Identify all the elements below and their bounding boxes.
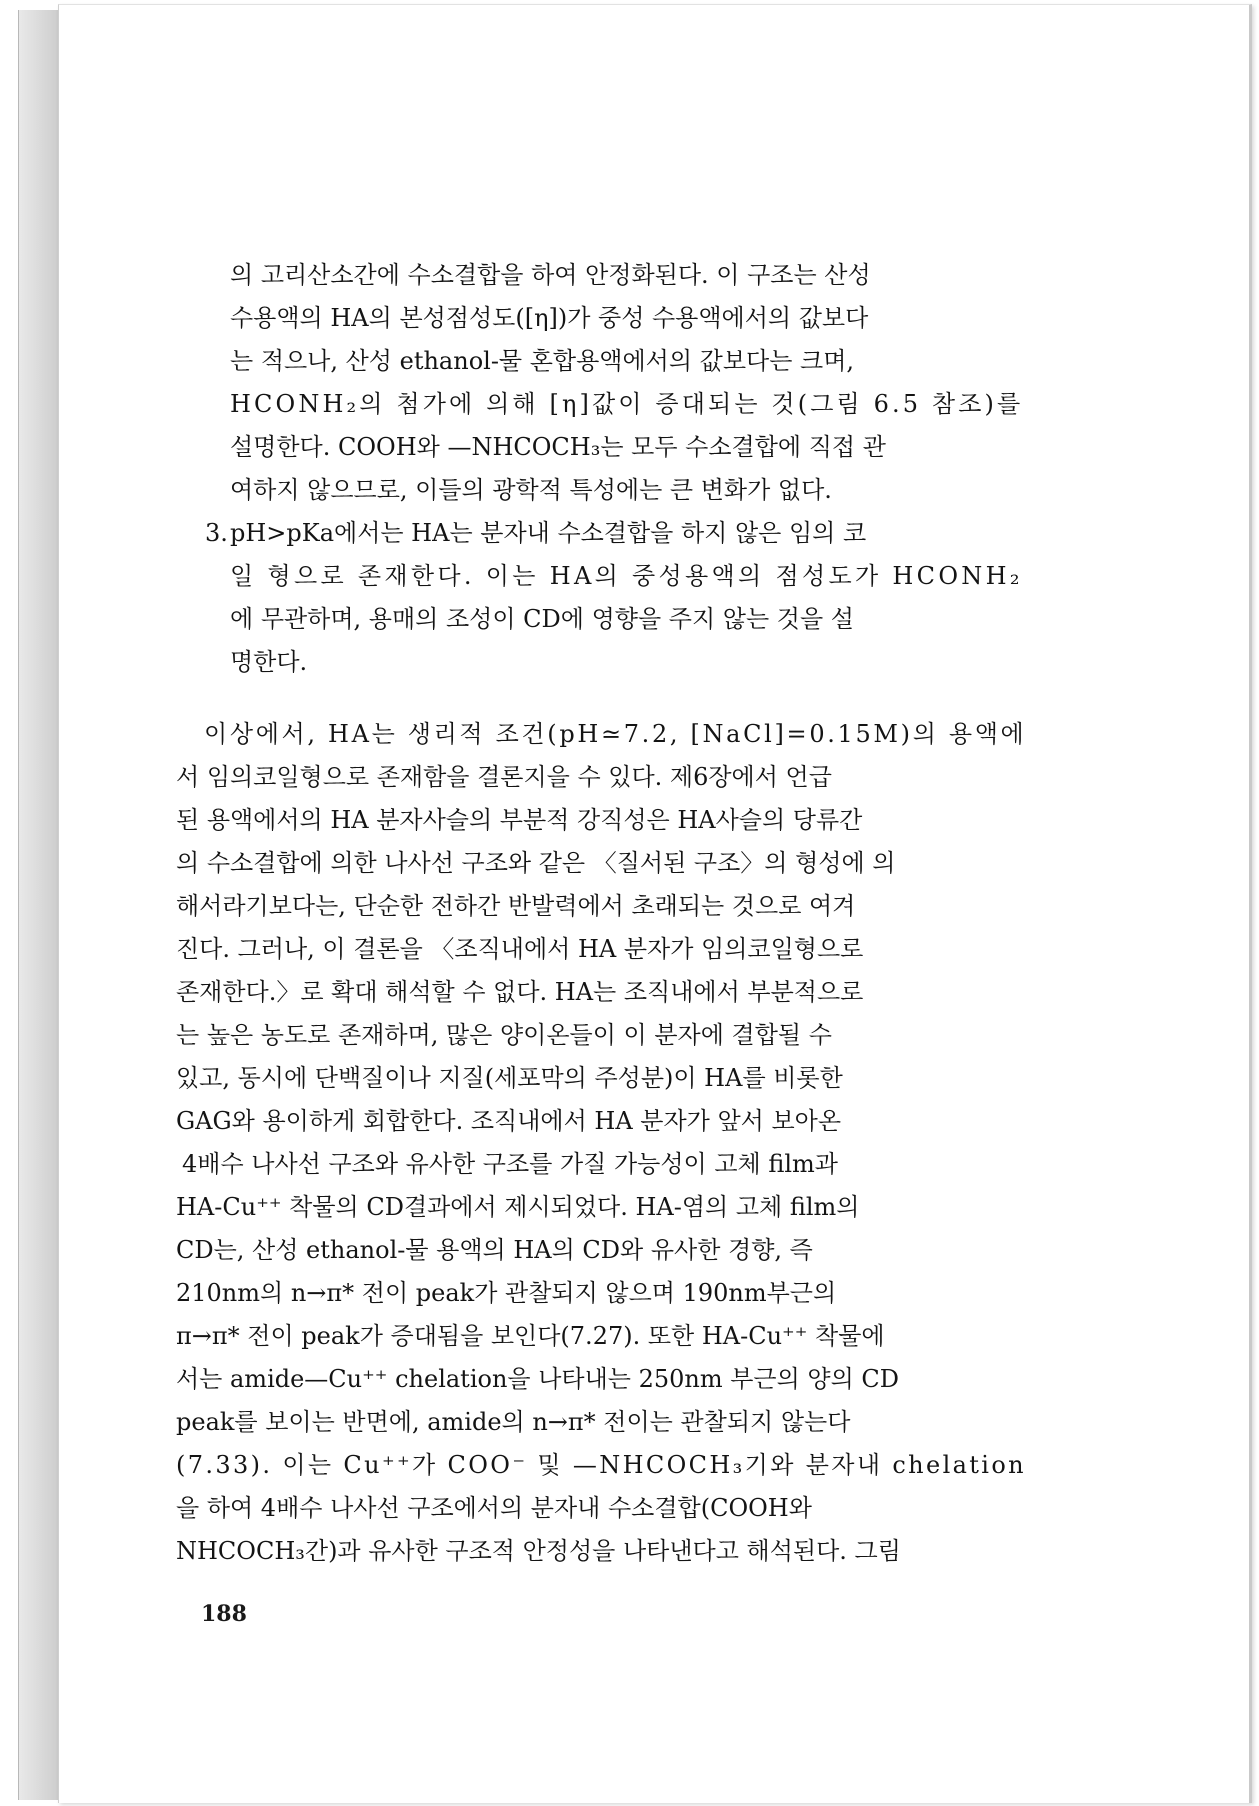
text-line: 이상에서, HA는 생리적 조건(pH≃7.2, [NaCl]=0.15M)의 용액에 <box>204 720 1027 748</box>
text-line: 서 임의코일형으로 존재함을 결론지을 수 있다. 제6장에서 언급 <box>176 763 832 791</box>
text-line: 의 고리산소간에 수소결합을 하여 안정화된다. 이 구조는 산성 <box>230 261 871 289</box>
text-line: GAG와 용이하게 회합한다. 조직내에서 HA 분자가 앞서 보아온 <box>176 1107 842 1135</box>
text-line: CD는, 산성 ethanol-물 용액의 HA의 CD와 유사한 경향, 즉 <box>176 1236 813 1264</box>
text-line: 서는 amide—Cu⁺⁺ chelation을 나타내는 250nm 부근의 양의 CD <box>176 1365 900 1393</box>
text-line: peak를 보이는 반면에, amide의 n→π* 전이는 관찰되지 않는다 <box>176 1408 851 1436</box>
text-line: 을 하여 4배수 나사선 구조에서의 분자내 수소결합(COOH와 <box>176 1494 812 1522</box>
text-line: 존재한다.〉로 확대 해석할 수 없다. HA는 조직내에서 부분적으로 <box>176 978 864 1006</box>
page-number: 188 <box>201 1601 247 1627</box>
list-item-body <box>230 512 1023 684</box>
text-line: (7.33). 이는 Cu⁺⁺가 COO⁻ 및 —NHCOCH₃기와 분자내 chelation <box>176 1451 1026 1479</box>
text-line: 수용액의 HA의 본성점성도([η])가 중성 수용액에서의 값보다 <box>230 304 869 332</box>
text-line: HA-Cu⁺⁺ 착물의 CD결과에서 제시되었다. HA-염의 고체 film의 <box>176 1193 860 1221</box>
text-line: 여하지 않으므로, 이들의 광학적 특성에는 큰 변화가 없다. <box>230 476 832 504</box>
text-line: 의 수소결합에 의한 나사선 구조와 같은 〈질서된 구조〉의 형성에 의 <box>176 849 896 877</box>
text-line: HCONH₂의 첨가에 의해 [η]값이 증대되는 것(그림 6.5 참조)를 <box>230 390 1024 418</box>
continued-text-block <box>230 254 1024 512</box>
list-item-number: 3. <box>205 519 228 547</box>
main-paragraph <box>176 713 1027 1573</box>
text-line: 명한다. <box>230 648 308 676</box>
text-line: 210nm의 n→π* 전이 peak가 관찰되지 않으며 190nm부근의 <box>176 1279 837 1307</box>
text-line: 해서라기보다는, 단순한 전하간 반발력에서 초래되는 것으로 여겨 <box>176 892 856 920</box>
text-line: π→π* 전이 peak가 증대됨을 보인다(7.27). 또한 HA-Cu⁺⁺ 착물에 <box>176 1322 885 1350</box>
text-line: 는 적으나, 산성 ethanol-물 혼합용액에서의 값보다는 크며, <box>230 347 855 375</box>
text-line: 일 형으로 존재한다. 이는 HA의 중성용액의 점성도가 HCONH₂ <box>230 562 1023 590</box>
text-line: 에 무관하며, 용매의 조성이 CD에 영향을 주지 않는 것을 설 <box>230 605 854 633</box>
text-line: 설명한다. COOH와 —NHCOCH₃는 모두 수소결합에 직접 관 <box>230 433 886 461</box>
text-line: 4배수 나사선 구조와 유사한 구조를 가질 가능성이 고체 film과 <box>182 1150 838 1178</box>
text-line: pH>pKa에서는 HA는 분자내 수소결합을 하지 않은 임의 코 <box>230 519 867 547</box>
text-line: 있고, 동시에 단백질이나 지질(세포막의 주성분)이 HA를 비롯한 <box>176 1064 843 1092</box>
text-line: 된 용액에서의 HA 분자사슬의 부분적 강직성은 HA사슬의 당류간 <box>176 806 863 834</box>
text-line: 는 높은 농도로 존재하며, 많은 양이온들이 이 분자에 결합될 수 <box>176 1021 832 1049</box>
text-line: NHCOCH₃간)과 유사한 구조적 안정성을 나타낸다고 해석된다. 그림 <box>176 1537 901 1565</box>
text-line: 진다. 그러나, 이 결론을 〈조직내에서 HA 분자가 임의코일형으로 <box>176 935 864 963</box>
